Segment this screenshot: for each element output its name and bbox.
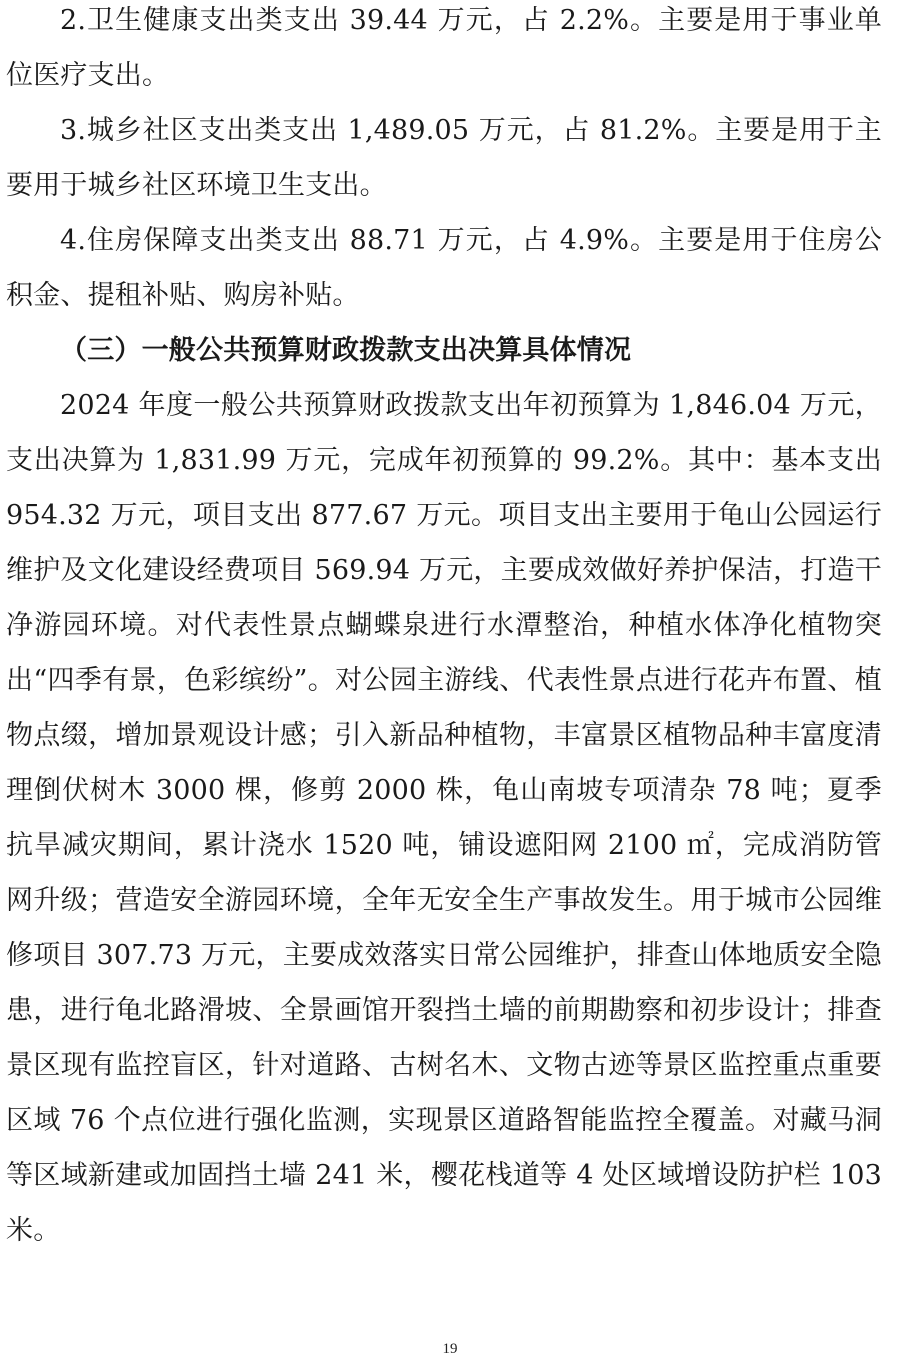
section-heading: （三）一般公共预算财政拨款支出决算具体情况: [60, 335, 632, 366]
document-page: [6, 0, 882, 1258]
paragraph-urban-rural-expenditure: 3.城乡社区支出类支出 1,489.05 万元，占 81.2%。主要是用于主要用于城乡社区环境卫生支出。: [6, 115, 882, 201]
page-number: 19: [442, 1341, 458, 1357]
paragraph-housing-expenditure: 4.住房保障支出类支出 88.71 万元，占 4.9%。主要是用于住房公积金、提租补贴、购房补贴。: [6, 225, 882, 311]
paragraph-budget-details: 2024 年度一般公共预算财政拨款支出年初预算为 1,846.04 万元，支出决算为 1,831.99 万元，完成年初预算的 99.2%。其中：基本支出 954.32 万元，项目支出 877.67 万元。项目支出主要用于龟山公园运行维护及文化建设经费项目 569.94 万元，主要成效做好养护保洁，打造干净游园环境。对代表性景点蝴蝶泉进行水潭整治，种植水体净化植物突出“四季有景，色彩缤纷”。对公园主游线、代表性景点进行花卉布置、植物点缀，增加景观设计感；引入新品种植物，丰富景区植物品种丰富度清理倒伏树木 3000 棵，修剪 2000 株，龟山南坡专项清杂 78 吨；夏季抗旱减灾期间，累计浇水 1520 吨，铺设遮阳网 2100 ㎡，完成消防管网升级；营造安全游园环境，全年无安全生产事故发生。用于城市公园维修项目 307.73 万元，主要成效落实日常公园维护，排查山体地质安全隐患，进行龟北路滑坡、全景画馆开裂挡土墙的前期勘察和初步设计；排查景区现有监控盲区，针对道路、古树名木、文物古迹等景区监控重点重要区域 76 个点位进行强化监测，实现景区道路智能监控全覆盖。对藏马洞等区域新建或加固挡土墙 241 米，樱花栈道等 4 处区域增设防护栏 103 米。: [6, 390, 882, 1246]
paragraph-health-expenditure: 2.卫生健康支出类支出 39.44 万元，占 2.2%。主要是用于事业单位医疗支出。: [6, 5, 882, 91]
